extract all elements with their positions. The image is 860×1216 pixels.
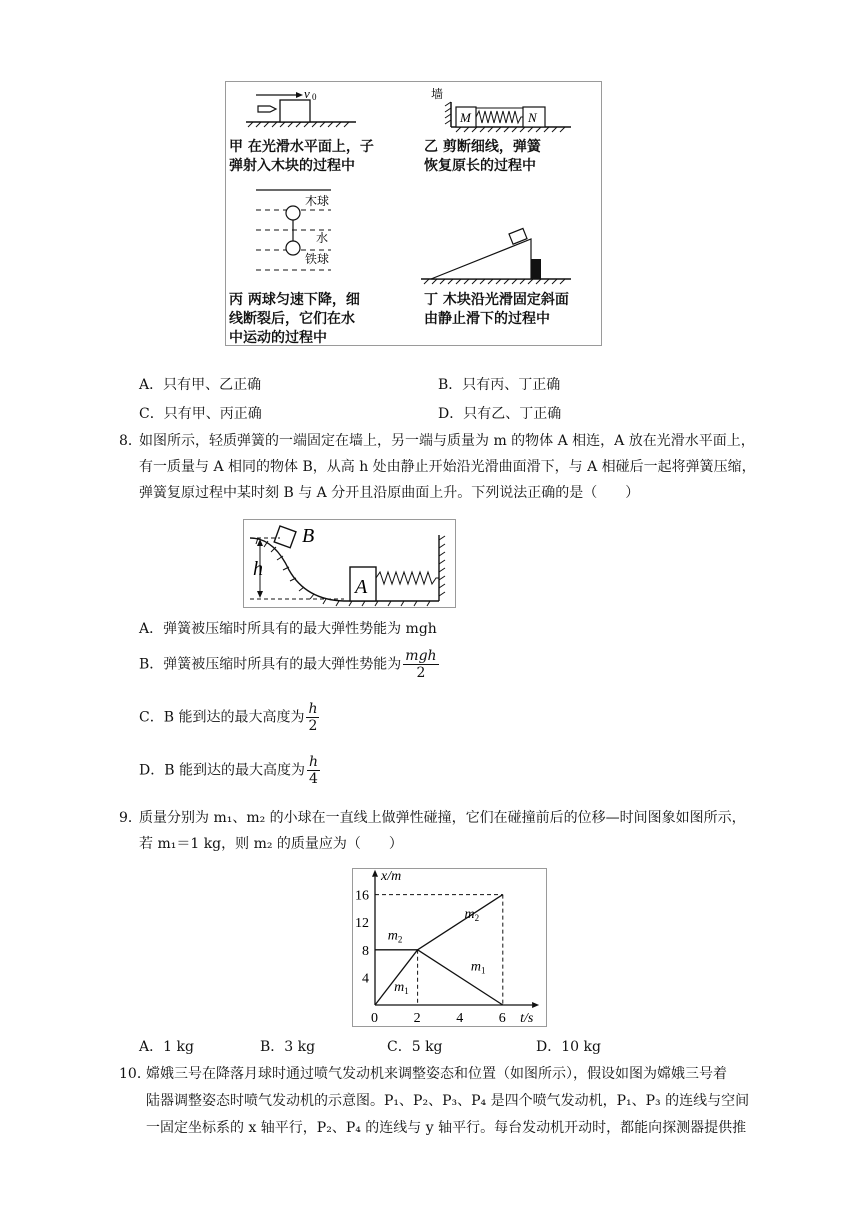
q9-option-a: A．1 kg	[139, 1039, 194, 1055]
series-label: $m_2$	[464, 907, 480, 924]
q8-fig-h: h	[253, 558, 263, 580]
x-axis-label: t/s	[520, 1011, 534, 1026]
ding-caption: 丁 木块沿光滑固定斜面 由静止滑下的过程中	[424, 292, 569, 327]
yi-N-label: N	[528, 110, 537, 125]
jia-v0-label: v	[304, 86, 310, 101]
y-tick-label: 12	[355, 916, 369, 932]
x-tick-label: 0	[371, 1011, 378, 1026]
q9-number: 9．	[119, 810, 142, 826]
q9-option-b: B．3 kg	[260, 1039, 316, 1055]
q8-figure-drawing	[244, 520, 455, 607]
q8-fig-A: A	[355, 576, 368, 598]
q8-fig-B: B	[302, 525, 315, 547]
q8-option-a: A．弹簧被压缩时所具有的最大弹性势能为 mgh	[139, 621, 437, 637]
q7-option-a: A．只有甲、乙正确	[139, 377, 262, 393]
yi-caption: 乙 剪断细线，弹簧 恢复原长的过程中	[424, 139, 541, 174]
series-label: $m_2$	[387, 928, 403, 945]
q8-option-d: D．B 能到达的最大高度为 $\frac{h}{4}$	[139, 754, 318, 787]
x-axis-arrow	[532, 1002, 539, 1008]
series-line-m1	[375, 950, 418, 1005]
bing-water-label: 水	[316, 231, 329, 245]
q7-option-d: D．只有乙、丁正确	[438, 406, 562, 422]
y-axis-label: x/m	[381, 869, 402, 884]
q8-option-c: C．B 能到达的最大高度为 $\frac{h}{2}$	[139, 701, 318, 734]
series-label: $m_1$	[470, 959, 486, 976]
y-tick-label: 8	[362, 943, 369, 959]
q7-option-b: B．只有丙、丁正确	[438, 377, 561, 393]
q9-option-c: C．5 kg	[387, 1039, 443, 1055]
y-tick-label: 4	[362, 971, 369, 987]
q8-stem: 如图所示，轻质弹簧的一端固定在墙上，另一端与质量为 m 的物体 A 相连，A 放在光滑水平面上， 有一质量与 A 相同的物体 B，从高 h 处由静止开始沿光滑曲面滑下，与 A 相碰后一起将弹簧压缩， 弹簧复原过程中某时刻 B 与 A 分开且沿原曲面上升。下列说法正确的是（ ）	[139, 433, 756, 501]
y-axis-arrow	[372, 870, 378, 877]
jia-caption: 甲 在光滑水平面上，子 弹射入木块的过程中	[229, 139, 374, 174]
q9-chart-svg	[353, 869, 546, 1026]
series-label: $m_1$	[394, 980, 409, 997]
q8-figure	[243, 519, 456, 608]
series-line-m2	[418, 895, 503, 950]
q9-option-d: D．10 kg	[536, 1039, 601, 1055]
yi-wall-label: 墙	[431, 87, 444, 101]
bing-wood-label: 木球	[305, 194, 330, 208]
q8-option-b: B．弹簧被压缩时所具有的最大弹性势能为 $\frac{\text{mgh}}{2}$	[139, 648, 437, 681]
q9-chart	[352, 868, 547, 1027]
q8-number: 8．	[119, 433, 142, 449]
x-tick-label: 2	[413, 1011, 421, 1026]
bing-iron-label: 铁球	[305, 252, 330, 266]
bing-caption: 丙 两球匀速下降，细 线断裂后，它们在水 中运动的过程中	[229, 292, 360, 346]
jia-v0-subscript: 0	[312, 92, 317, 102]
y-tick-label: 16	[355, 888, 369, 904]
x-tick-label: 4	[456, 1011, 464, 1026]
q10-stem: 嫦娥三号在降落月球时通过喷气发动机来调整姿态和位置（如图所示），假设如图为嫦娥三号着 陆器调整姿态时喷气发动机的示意图。P₁、P₂、P₃、P₄ 是四个喷气发动机，P₁、P₃ 的连线与空间 一固定坐标系的 x 轴平行，P₂、P₄ 的连线与 y 轴平行。每台发动机开动时，都能向探测器提供推	[146, 1066, 750, 1136]
q10-number: 10．	[119, 1066, 151, 1082]
q9-stem: 质量分别为 m₁、m₂ 的小球在一直线上做弹性碰撞，它们在碰撞前后的位移—时间图象如图所示， 若 m₁＝1 kg，则 m₂ 的质量应为（ ）	[139, 810, 746, 852]
series-line-m1	[418, 950, 503, 1005]
x-tick-label: 6	[498, 1011, 506, 1026]
yi-M-label: M	[460, 110, 471, 125]
q7-figure	[225, 81, 602, 346]
q7-option-c: C．只有甲、丙正确	[139, 406, 262, 422]
